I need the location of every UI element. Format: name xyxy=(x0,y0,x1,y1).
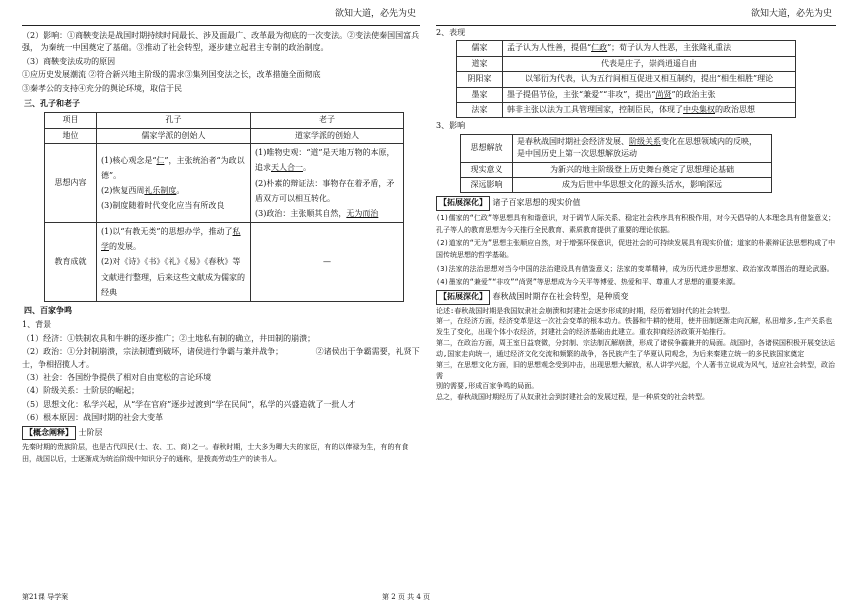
school-row xyxy=(457,102,796,117)
confucius-laozi-table xyxy=(44,112,404,302)
extension-1-item-4: (4)墨家的“兼爱”“非攻”“尚贤”等思想成为今天平等博爱、热爱和平、尊重人才思想的重要来源。 xyxy=(436,277,740,286)
right-column xyxy=(436,0,836,600)
concept-text: 先秦时期的贵族阶层，也是古代四民(士、农、工、商)之一。春秋时期，士大多为卿大夫的家臣，有的以俸禄为生，有的有食田，战国以后，士逐渐成为统治阶级中知识分子的通称，是拨高劳动生产的读书人。 xyxy=(22,442,409,464)
table-row-position xyxy=(45,128,404,143)
extension-1-title: 诸子百家思想的现实价值 xyxy=(492,198,581,208)
extension-1-item-2: (2)道家的“无为”思想主张顺应自然，对于增强环保意识，促进社会的可持续发展具有现实价值；道家的朴素辩证法思想构成了中国传统思想的哲学基础。 xyxy=(436,239,836,260)
answer-sixue: 私学 xyxy=(101,227,241,252)
footer-lesson: 第21课 导学案 xyxy=(22,593,69,601)
header-motto-right: 欲知大道，必先为史 xyxy=(750,9,832,20)
background-culture: （5）思想文化：私学兴起，从“学在官府”逐步过渡到“学在民间”，私学的兴盛造就了一批人才 xyxy=(22,399,356,409)
school-keyword: 仁政 xyxy=(591,43,608,53)
reasons-title: （3）商鞅变法成功的原因 xyxy=(22,56,116,66)
schools-table xyxy=(456,40,796,118)
row-label-thought: 思想内容 xyxy=(45,144,97,223)
laozi-position: 道家学派的创始人 xyxy=(251,128,404,143)
essay-line: 总之，春秋战国时期经历了从奴隶社会到封建社会的发展过程，是一种质变的社会转型。 xyxy=(436,393,709,402)
concept-tag: 【概念阐释】 xyxy=(22,426,76,440)
essay-line: 别的需要,形成百家争鸣的局面。 xyxy=(436,382,539,391)
extension-1-item-1: (1)儒家的“仁政”等思想具有和谐意识，对于调节人际关系、稳定社会秩序具有积极作用，对今天倡导的人本理念具有借鉴意义；孔子等人的教育思想为今天推行全民教育、素质教育提供了重要的理论依据。 xyxy=(436,213,836,234)
table-row-education xyxy=(45,223,404,302)
laozi-education: — xyxy=(251,223,404,302)
expression-title: 2、表现 xyxy=(436,28,466,37)
confucius-thought: (1)核心观念是“仁”，主张统治者“为政以德”。 (2)恢复西周礼乐制度。 (3)制度随着时代变化应当有所改良 xyxy=(97,144,251,223)
school-name: 法家 xyxy=(457,102,503,117)
footer-page-number: 第 2 页 共 4 页 xyxy=(382,593,431,601)
handwritten-essay xyxy=(436,306,836,404)
school-keyword: 尚贤 xyxy=(655,89,672,99)
influence-row-farreaching xyxy=(461,177,772,192)
extension-2-title: 春秋战国时期存在社会转型，是种质变 xyxy=(492,292,629,302)
section-title-4: 四、百家争鸣 xyxy=(24,306,72,315)
school-name: 儒家 xyxy=(457,41,503,56)
school-row xyxy=(457,72,796,87)
school-row xyxy=(457,87,796,102)
influence-row-reality xyxy=(461,162,772,177)
row-label-education: 教育成就 xyxy=(45,223,97,302)
school-description: 孟子认为人性善，提倡“仁政”；荀子认为人性恶，主张隆礼重法 xyxy=(503,41,796,56)
school-description: 墨子提倡节俭，主张“兼爱”“非攻”，提出“尚贤”的政治主张 xyxy=(503,87,796,102)
concept-heading xyxy=(22,426,420,440)
row-label-position: 地位 xyxy=(45,128,97,143)
school-description: 以邹衍为代表，认为五行间相互促进又相互制约，提出“相生相胜”理论 xyxy=(503,72,796,87)
answer-wuwei: 无为而治 xyxy=(346,208,379,218)
extension-1-heading xyxy=(436,196,836,210)
influence-label-farreaching: 深远影响 xyxy=(461,177,513,192)
essay-line: 第三，在思想文化方面，旧的思想观念受到冲击，出现思想大解放，私人讲学兴起，个人著书立说成为风气，适应社会转型，政治需 xyxy=(436,360,835,380)
background-politics: （2）政治：①分封制崩溃，宗法制遭到破坏，诸侯进行争霸与兼并战争； ②诸侯出于争霸需要，礼贤下士，争相招揽人才。 xyxy=(22,347,420,369)
extension-1-tag: 【拓展深化】 xyxy=(436,196,490,210)
confucius-education: (1)以“有教无类”的思想办学，推动了私学的发展。 (2)对《诗》《书》《礼》《易》《春秋》等文献进行整理，后来这些文献成为儒家的经典 xyxy=(97,223,251,302)
section-title-3: 三、孔子和老子 xyxy=(24,98,80,108)
left-header xyxy=(22,0,420,26)
school-description: 代表是庄子，崇尚逍遥自由 xyxy=(503,56,796,71)
school-description: 韩非主张以法为工具管理国家，控制臣民，体现了中央集权的政治思想 xyxy=(503,102,796,117)
influence-liberation: 是春秋战国时期社会经济发展、阶级关系变化在思想领域内的反映， 是中国历史上第一次思想解放运动 xyxy=(513,134,772,162)
background-title: 1、背景 xyxy=(22,320,52,330)
table-header-item: 项目 xyxy=(45,113,97,128)
concept-title: 士阶层 xyxy=(78,427,103,437)
school-name: 墨家 xyxy=(457,87,503,102)
school-name: 阴阳家 xyxy=(457,72,503,87)
answer-ren: 仁 xyxy=(156,155,165,165)
laozi-thought: (1)唯物史观：“道”是天地万物的本原，追求天人合一。 (2)朴素的辩证法：事物存在着矛盾，矛盾双方可以相互转化。 (3)政治：主张顺其自然，无为而治 xyxy=(251,144,404,223)
influence-reality: 为新兴的地主阶级登上历史舞台奠定了思想理论基础 xyxy=(513,162,772,177)
essay-line: 第二，在政治方面，周王室日益衰微，分封制、宗法制瓦解崩溃，形成了诸侯争霸兼并的局面。战国时，各诸侯国积极开展变法运动,国家走向统一，通过经济文化交流和频繁的战争，各民族产生了华夏认同观念，为后来秦建立统一的多民族国家奠定 xyxy=(436,339,835,358)
right-header xyxy=(436,0,836,26)
impact-paragraph: （2）影响：①商鞅变法是战国时期持续时间最长、涉及面最广、改革最为彻底的一次变法。②变法使秦国国富兵强， 为秦统一中国奠定了基础。③推动了社会转型，逐步建立起君主专制的政治制度。 xyxy=(22,31,420,53)
influence-farreaching: 成为后世中华思想文化的源头活水，影响深远 xyxy=(513,177,772,192)
extension-1-item-3: (3)法家的法治思想对当今中国的法治建设具有借鉴意义；法家的变革精神，成为历代进步思想家、政治家改革图治的理论武器。 xyxy=(436,264,834,273)
influence-title: 3、影响 xyxy=(436,121,466,131)
reasons-line-1: ①应历史发展潮流 ②符合新兴地主阶级的需求③集列国变法之长，改革措施全面彻底 xyxy=(22,70,321,80)
header-motto: 欲知大道，必先为史 xyxy=(334,9,416,20)
left-column xyxy=(22,0,420,600)
reasons-line-2: ③秦孝公的支持④充分的舆论环境，取信于民 xyxy=(22,83,182,93)
background-economy: （1）经济：①铁制农具和牛耕的逐步推广；②土地私有制的确立，井田制的崩溃； xyxy=(22,333,316,343)
background-society: （3）社会：各国纷争提供了相对自由宽松的言论环境 xyxy=(22,372,212,382)
influence-label-reality: 现实意义 xyxy=(461,162,513,177)
confucius-position: 儒家学派的创始人 xyxy=(97,128,251,143)
essay-line: 论述:春秋战国时期是我国奴隶社会崩溃和封建社会逐步形成的时期，经历着划时代的社会转型。 xyxy=(436,306,735,315)
answer-tianren: 天人合一 xyxy=(271,163,303,173)
background-class: （4）阶级关系：士阶层的崛起； xyxy=(22,386,140,396)
extension-2-tag: 【拓展深化】 xyxy=(436,290,490,304)
influence-label-liberation: 思想解放 xyxy=(461,134,513,162)
background-root-cause: （6）根本原因：战国时期的社会大变革 xyxy=(22,413,164,423)
table-header-confucius: 孔子 xyxy=(97,113,251,128)
extension-2-heading xyxy=(436,290,836,304)
school-row xyxy=(457,41,796,56)
school-row xyxy=(457,56,796,71)
school-keyword: 中央集权 xyxy=(683,104,715,114)
influence-row-liberation xyxy=(461,134,772,162)
answer-jieji: 阶级关系 xyxy=(629,136,661,146)
school-name: 道家 xyxy=(457,56,503,71)
table-header-laozi: 老子 xyxy=(251,113,404,128)
influence-table xyxy=(460,134,772,194)
table-row-thought xyxy=(45,144,404,223)
answer-liyue: 礼乐制度 xyxy=(144,186,177,196)
essay-line: 第一，在经济方面，经济变革是这一次社会变革的根本动力。铁器和牛耕的使用，使井田制逐渐走向瓦解，私田增多,生产关系也发生了变化，出现个体小农经济，封建社会的经济基础由此建立。重农抑商经济政策开始推行。 xyxy=(436,317,833,337)
table-header-row xyxy=(45,113,404,128)
